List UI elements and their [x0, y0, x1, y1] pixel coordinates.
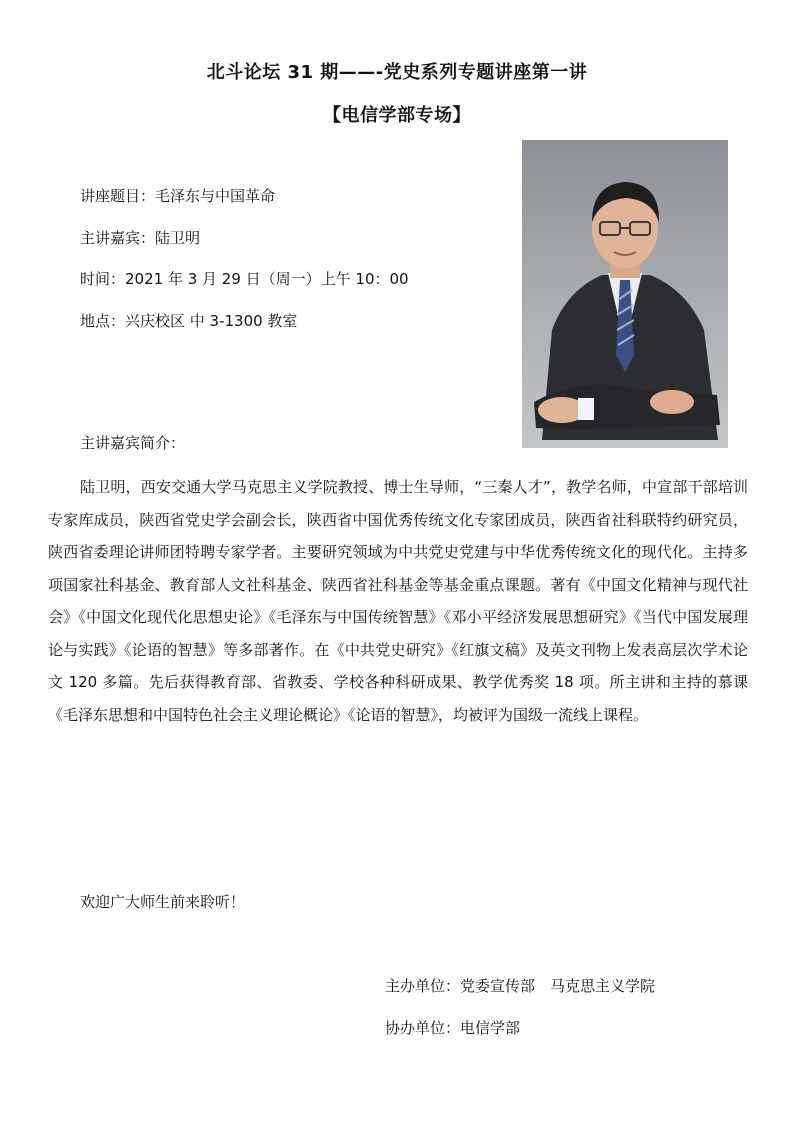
speaker-photo — [522, 140, 728, 448]
lecture-speaker: 主讲嘉宾：陆卫明 — [80, 229, 201, 247]
page-subtitle: 【电信学部专场】 — [323, 105, 471, 126]
bio-heading: 主讲嘉宾简介： — [80, 434, 186, 452]
page-title: 北斗论坛 31 期——-党史系列专题讲座第一讲 — [206, 62, 588, 83]
host-organizers: 主办单位：党委宣传部 马克思主义学院 — [385, 977, 656, 995]
bio-text: 陆卫明，西安交通大学马克思主义学院教授、博士生导师，“三秦人才”，教学名师，中宣部干部培训专家库成员，陕西省党史学会副会长，陕西省中国优秀传统文化专家团成员，陕西省社科联特约研究员，陕西省委理论讲师团特聘专家学者。主要研究领域为中共党史党建与中华优秀传统文化的现代化。主持多项国家社科基金、教育部人文社科基金、陕西省社科基金等基金重点课题。著有《中国文化精神与现代社会》《中国文化现代化思想史论》《毛泽东与中国传统智慧》《邓小平经济发展思想研究》《当代中国发展理论与实践》《论语的智慧》等多部著作。在《中共党史研究》《红旗文稿》及英文刊物上发表高层次学术论文 120 多篇。先后获得教育部、省教委、学校各种科研成果、教学优秀奖 18 项。所主讲和主持的慕课《毛泽东思想和中国特色社会主义理论概论》《论语的智慧》，均被评为国级一流线上课程。 — [48, 478, 748, 724]
lecture-topic: 讲座题目：毛泽东与中国革命 — [80, 187, 276, 205]
lecture-location: 地点：兴庆校区 中 3-1300 教室 — [80, 312, 298, 330]
speaker-portrait-illustration — [522, 140, 728, 448]
lecture-time: 时间：2021 年 3 月 29 日（周一）上午 10：00 — [80, 270, 409, 288]
welcome-text: 欢迎广大师生前来聆听！ — [80, 893, 246, 911]
cohost-organizer: 协办单位：电信学部 — [385, 1019, 521, 1037]
